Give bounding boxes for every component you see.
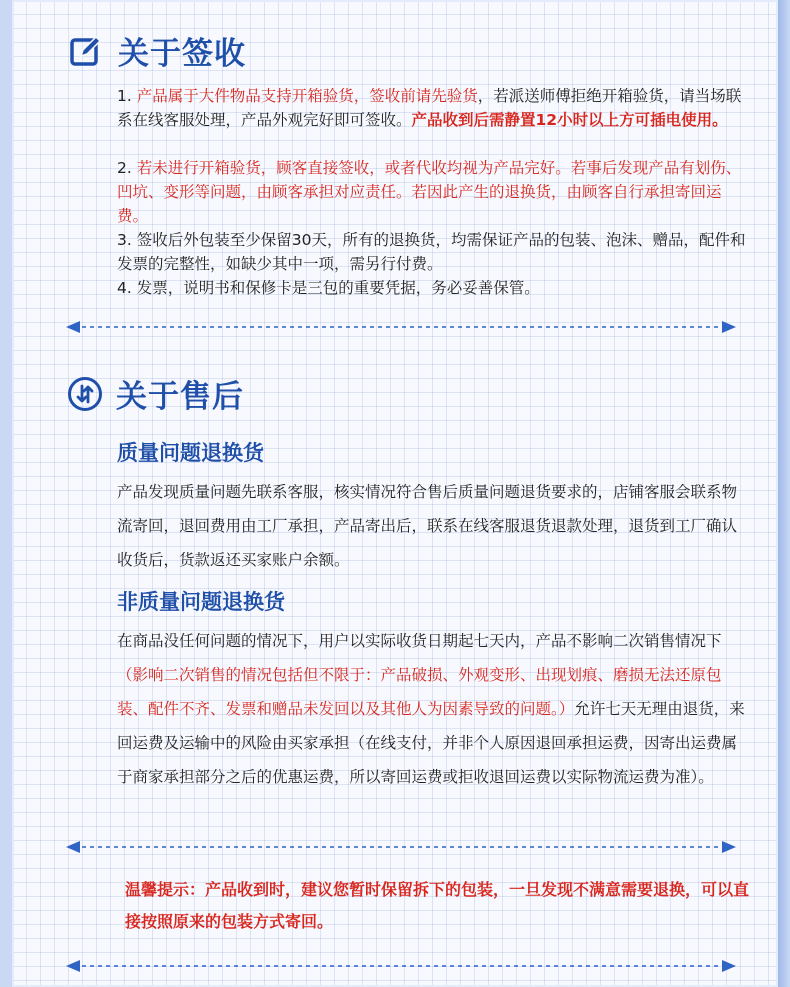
- sign-item-3: [117, 228, 752, 276]
- dashed-divider: [64, 839, 738, 855]
- after-sales-title: 关于售后: [116, 379, 244, 415]
- quality-return-text: 产品发现质量问题先联系客服，核实情况符合售后质量问题退货要求的，店铺客服会联系物流寄回，退回费用由工厂承担，产品寄出后，联系在线客服退货退款处理，退货到工厂确认收货后，货款返还买家账户余额。: [117, 483, 738, 569]
- non-quality-text-a: 在商品没任何问题的情况下，用户以实际收货日期起七天内，产品不影响二次销售情况下: [117, 632, 722, 650]
- warm-tip: 温馨提示：产品收到时，建议您暂时保留拆下的包装，一旦发现不满意需要退换，可以直接按照原来的包装方式寄回。: [125, 880, 750, 931]
- dashed-divider: [64, 958, 738, 974]
- non-quality-return-text: [117, 624, 747, 794]
- sign-section-title: 关于签收: [118, 36, 246, 72]
- right-edge-decoration: [778, 0, 790, 987]
- item-number: 4.: [117, 279, 132, 297]
- item-2-red-text: 若未进行开箱验货，顾客直接签收，或者代收均视为产品完好。若事后发现产品有划伤、凹坑、变形等问题，由顾客承担对应责任。若因此产生的退换货，由顾客自行承担寄回运费。: [117, 159, 742, 225]
- non-quality-return-title: 非质量问题退换货: [117, 590, 285, 614]
- quality-return-title: 质量问题退换货: [117, 441, 264, 465]
- item-number: 2.: [117, 159, 132, 177]
- item-number: 1.: [117, 87, 132, 105]
- item-3-text: 签收后外包装至少保留30天，所有的退换货，均需保证产品的包装、泡沫、赠品，配件和发票的完整性，如缺少其中一项，需另行付费。: [117, 231, 746, 273]
- edit-icon: [68, 33, 104, 69]
- page: [12, 0, 778, 987]
- exchange-arrows-icon: [68, 377, 102, 411]
- item-1-red-text: 产品属于大件物品支持开箱验货，签收前请先验货: [136, 87, 478, 105]
- sign-section-heading: [68, 28, 246, 73]
- item-number: 3.: [117, 231, 132, 249]
- dashed-divider: [64, 319, 738, 335]
- item-4-text: 发票，说明书和保修卡是三包的重要凭据，务必妥善保管。: [136, 279, 540, 297]
- item-1-bold-warning: 产品收到后需静置12小时以上方可插电使用。: [411, 111, 728, 129]
- non-quality-red-note: （影响二次销售的情况包括但不限于：产品破损、外观变形、出现划痕、磨损无法还原包装、配件不齐、发票和赠品未发回以及其他人为因素导致的问题。）: [117, 666, 722, 718]
- sign-item-4: [117, 276, 752, 300]
- item-1-text: ，若派送师傅拒绝开箱验货，请当场联系在线客服处理，产品外观完好即可签收。: [117, 87, 742, 129]
- non-quality-text-c: 允许七天无理由退货，来回运费及运输中的风险由买家承担（在线支付，并非个人原因退回承担运费，因寄出运费属于商家承担部分之后的优惠运费，所以寄回运费或拒收退回运费以实际物流运费为准）。: [117, 700, 745, 786]
- sign-item-2: [117, 156, 752, 228]
- sign-item-1: [117, 84, 752, 132]
- after-sales-heading: [68, 371, 244, 416]
